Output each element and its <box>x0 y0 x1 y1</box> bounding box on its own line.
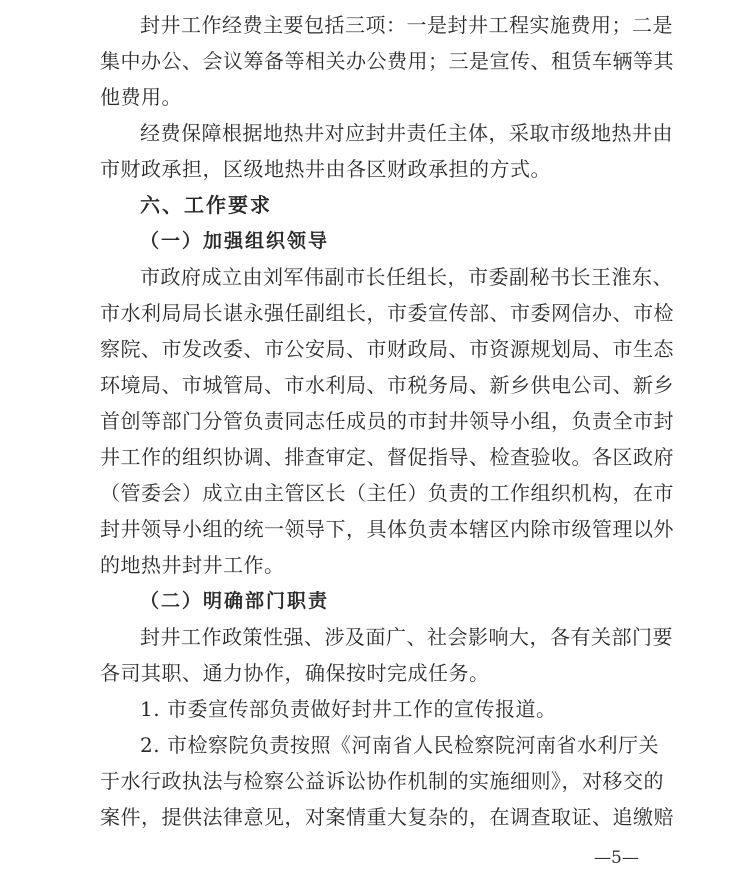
paragraph-line: 他费用。 <box>100 85 182 109</box>
paragraph-line: 集中办公、会议筹备等相关办公费用；三是宣传、租赁车辆等其 <box>100 49 674 73</box>
list-item-line: 2. 市检察院负责按照《河南省人民检察院河南省水利厅关 <box>140 733 659 757</box>
paragraph-line: 环境局、市城管局、市水利局、市税务局、新乡供电公司、新乡 <box>100 373 674 397</box>
list-item-line: 案件，提供法律意见，对案情重大复杂的，在调查取证、追缴赔 <box>100 805 674 829</box>
list-item-line: 于水行政执法与检察公益诉讼协作机制的实施细则》，对移交的 <box>100 769 664 793</box>
paragraph-line: 井工作的组织协调、排查审定、督促指导、检查验收。各区政府 <box>100 445 674 469</box>
paragraph-line: 市水利局局长谌永强任副组长，市委宣传部、市委网信办、市检 <box>100 301 674 325</box>
section-heading: 六、工作要求 <box>140 193 272 217</box>
paragraph-line: 各司其职、通力协作，确保按时完成任务。 <box>100 661 490 685</box>
list-item-line: 1. 市委宣传部负责做好封井工作的宣传报道。 <box>140 697 557 721</box>
paragraph-line: 市财政承担，区级地热井由各区财政承担的方式。 <box>100 157 551 181</box>
paragraph-line: 封井工作经费主要包括三项：一是封井工程实施费用；二是 <box>140 13 673 37</box>
paragraph-line: 封井工作政策性强、涉及面广、社会影响大，各有关部门要 <box>140 625 673 649</box>
paragraph-line: 的地热井封井工作。 <box>100 553 285 577</box>
subsection-heading: （一）加强组织领导 <box>140 230 330 252</box>
paragraph-line: 市政府成立由刘军伟副市长任组长，市委副秘书长王淮东、 <box>140 265 673 289</box>
paragraph-line: 经费保障根据地热井对应封井责任主体，采取市级地热井由 <box>140 121 673 145</box>
paragraph-line: 察院、市发改委、市公安局、市财政局、市资源规划局、市生态 <box>100 337 674 361</box>
paragraph-line: 封井领导小组的统一领导下，具体负责本辖区内除市级管理以外 <box>100 517 674 541</box>
paragraph-line: 首创等部门分管负责同志任成员的市封井领导小组，负责全市封 <box>100 409 674 433</box>
paragraph-line: （管委会）成立由主管区长（主任）负责的工作组织机构，在市 <box>100 481 674 505</box>
subsection-heading: （二）明确部门职责 <box>140 590 330 612</box>
page-number: —5— <box>594 848 639 868</box>
